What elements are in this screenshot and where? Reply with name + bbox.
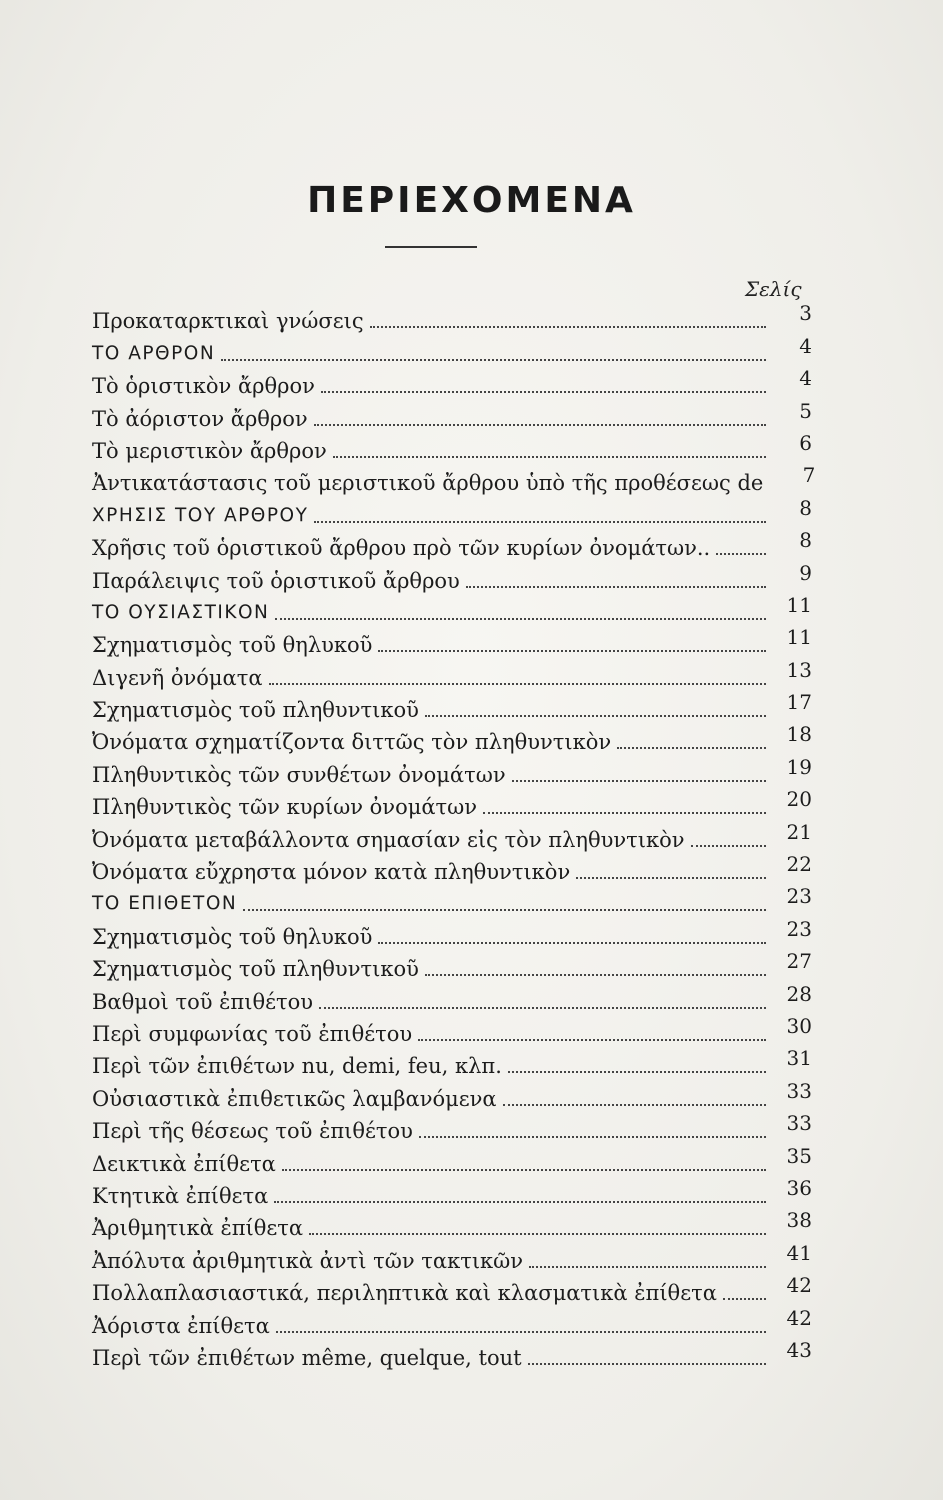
toc-entry-label: Τὸ ὁριστικὸν ἄρθρον [92,374,315,399]
toc-entry [92,367,812,399]
toc-entry-label: Ὀνόματα εὔχρηστα μόνον κατὰ πληθυντικὸν [92,860,571,885]
toc-entry-label: Ἀντικατάστασις τοῦ μεριστικοῦ ἄρθρου ὑπὸ τῆς προθέσεως de [92,471,764,496]
toc-entry [92,1339,812,1371]
dot-leader [314,521,766,523]
toc-entry-page-number: 35 [786,1143,812,1168]
dot-leader [321,391,766,393]
toc-entry-label: Περὶ συμφωνίας τοῦ ἐπιθέτου [92,1021,413,1046]
toc-entry [92,529,812,561]
toc-entry-page-number: 36 [786,1175,812,1200]
dot-leader [503,1104,766,1106]
dot-leader [576,877,766,879]
dot-leader [309,1233,766,1235]
toc-entry-page-number: 5 [799,398,812,423]
toc-entry-page-number: 43 [786,1337,812,1362]
toc-entry [92,982,812,1014]
toc-entry-label: Σχηματισμὸς τοῦ θηλυκοῦ [92,924,373,949]
toc-entry-label: Ἀόριστα ἐπίθετα [92,1313,270,1338]
toc-entry [92,1112,812,1144]
toc-entry-page-number: 23 [786,916,812,941]
toc-section-heading [92,885,812,917]
toc-entry [92,1047,812,1079]
toc-entry-label: Πολλαπλασιαστικά, περιληπτικὰ καὶ κλασματικὰ ἐπίθετα [92,1281,717,1306]
toc-entry-label: Δεικτικὰ ἐπίθετα [92,1151,276,1176]
toc-entry [92,463,816,496]
dot-leader [529,1266,766,1268]
title-divider [385,246,477,248]
toc-entry-page-number: 42 [786,1273,812,1298]
toc-entry [92,432,812,464]
dot-leader [243,909,766,911]
toc-entry-label: Βαθμοὶ τοῦ ἐπιθέτου [92,989,314,1014]
toc-entry [92,755,812,787]
toc-entry-label: Κτητικὰ ἐπίθετα [92,1183,269,1208]
toc-entry-page-number: 17 [786,690,812,715]
dot-leader [508,1071,766,1073]
dot-leader [221,359,766,361]
toc-section-heading [92,496,812,528]
toc-entry-label: Πληθυντικὸς τῶν συνθέτων ὀνομάτων [92,762,506,787]
toc-section-heading [92,334,812,366]
dot-leader [419,1136,766,1138]
toc-entry [92,1177,812,1209]
toc-entry-page-number: 30 [786,1013,812,1038]
toc-entry-label: Περὶ τῶν ἐπιθέτων nu, demi, feu, κλπ. [92,1054,502,1079]
dot-leader [512,780,766,782]
toc-entry-page-number: 41 [786,1240,812,1265]
dot-leader [269,683,766,685]
toc-entry-label: Σχηματισμὸς τοῦ πληθυντικοῦ [92,957,419,982]
toc-entry-label: Τὸ μεριστικὸν ἄρθρον [92,438,327,463]
toc-entry [92,561,812,593]
page-column-header: Σελίς [745,277,802,301]
toc-entry-page-number: 20 [786,787,812,812]
toc-entry-page-number: 11 [786,592,812,617]
toc-entry-page-number: 4 [799,333,812,358]
toc-entry-page-number: 31 [786,1046,812,1071]
toc-entry-page-number: 8 [799,528,812,553]
toc-entry [92,723,812,755]
toc-entry-label: ΧΡΗΣΙΣ ΤΟΥ ΑΡΘΡΟΥ [92,504,309,526]
dot-leader [282,1169,766,1171]
dot-leader [483,812,766,814]
toc-entry-page-number: 3 [799,301,812,326]
toc-entry-label: Χρῆσις τοῦ ὁριστικοῦ ἄρθρου πρὸ τῶν κυρίων ὀνομάτων.. [92,536,711,561]
toc-entry [92,1241,812,1273]
toc-entry [92,853,812,885]
toc-entry [92,1079,812,1111]
toc-entry-label: Περὶ τῶν ἐπιθέτων même, quelque, tout [92,1345,522,1370]
dot-leader [370,326,766,328]
toc-entry-label: Προκαταρκτικαὶ γνώσεις [92,309,364,334]
dot-leader [333,456,766,458]
dot-leader [276,1331,766,1333]
dot-leader [418,1039,766,1041]
toc-entry-page-number: 33 [786,1078,812,1103]
dot-leader [314,424,766,426]
toc-entry [92,917,812,949]
toc-entry [92,626,812,658]
toc-entry [92,1306,812,1338]
toc-entry-label: Τὸ ἀόριστον ἄρθρον [92,406,308,431]
toc-entry-page-number: 42 [786,1305,812,1330]
toc-entry-label: Ὀνόματα σχηματίζοντα διττῶς τὸν πληθυντικὸν [92,730,612,755]
toc-entry-page-number: 11 [786,625,812,650]
toc-entry-label: Σχηματισμὸς τοῦ πληθυντικοῦ [92,698,419,723]
toc-entry [92,399,812,431]
toc-entry-page-number: 7 [802,463,816,488]
dot-leader [466,586,766,588]
toc-entry [92,658,812,690]
toc-entry [92,788,812,820]
dot-leader [617,747,766,749]
page-title: ΠΕΡΙΕΧΟΜΕΝΑ [307,180,636,221]
toc-entry-label: Περὶ τῆς θέσεως τοῦ ἐπιθέτου [92,1119,413,1144]
dot-leader [691,845,766,847]
toc-section-heading [92,594,812,626]
toc-entry-label: Σχηματισμὸς τοῦ θηλυκοῦ [92,633,373,658]
toc-entry-page-number: 19 [786,754,812,779]
toc-entry-label: ΤΟ ΟΥΣΙΑΣΤΙΚΟΝ [92,601,270,623]
toc-entry-label: Διγενῆ ὀνόματα [92,665,263,690]
dot-leader [528,1363,766,1365]
toc-entry-page-number: 4 [799,366,812,391]
dot-leader [275,618,766,620]
toc-entry [92,302,812,334]
dot-leader [378,942,766,944]
toc-entry [92,1015,812,1047]
toc-entry-label: Παράλειψις τοῦ ὁριστικοῦ ἄρθρου [92,568,460,593]
toc-entry-page-number: 23 [786,884,812,909]
dot-leader [378,650,766,652]
dot-leader [723,1298,766,1300]
toc-entry-label: Πληθυντικὸς τῶν κυρίων ὀνομάτων [92,795,478,820]
toc-entry-label: ΤΟ ΑΡΘΡΟΝ [92,342,216,364]
toc-entry-label: Ὀνόματα μεταβάλλοντα σημασίαν εἰς τὸν πληθυντικὸν [92,827,685,852]
toc-entry-page-number: 22 [786,852,812,877]
toc-entry-label: ΤΟ ΕΠΙΘΕΤΟΝ [92,893,238,915]
toc-entry-label: Οὐσιαστικὰ ἐπιθετικῶς λαμβανόμενα [92,1086,497,1111]
toc-entry [92,950,812,982]
toc-entry-page-number: 6 [799,430,812,455]
dot-leader [274,1201,766,1203]
dot-leader [425,974,766,976]
toc-entry [92,1274,812,1306]
toc-entry-page-number: 13 [786,657,812,682]
toc-entry-page-number: 27 [786,949,812,974]
toc-entry-page-number: 28 [786,981,812,1006]
toc-entry-label: Ἀριθμητικὰ ἐπίθετα [92,1216,304,1241]
toc-entry-page-number: 18 [786,722,812,747]
toc-entry [92,691,812,723]
toc-entry [92,1209,812,1241]
dot-leader [716,553,766,555]
toc-entry-label: Ἀπόλυτα ἀριθμητικὰ ἀντὶ τῶν τακτικῶν [92,1248,524,1273]
toc-entry-page-number: 33 [786,1111,812,1136]
toc-entry-page-number: 38 [786,1208,812,1233]
toc-entry [92,1144,812,1176]
toc-entry-page-number: 21 [786,819,812,844]
toc-entry-page-number: 9 [799,560,812,585]
table-of-contents [92,301,816,1371]
dot-leader [425,715,766,717]
toc-entry-page-number: 8 [799,495,812,520]
toc-entry [92,820,812,852]
dot-leader [319,1007,766,1009]
